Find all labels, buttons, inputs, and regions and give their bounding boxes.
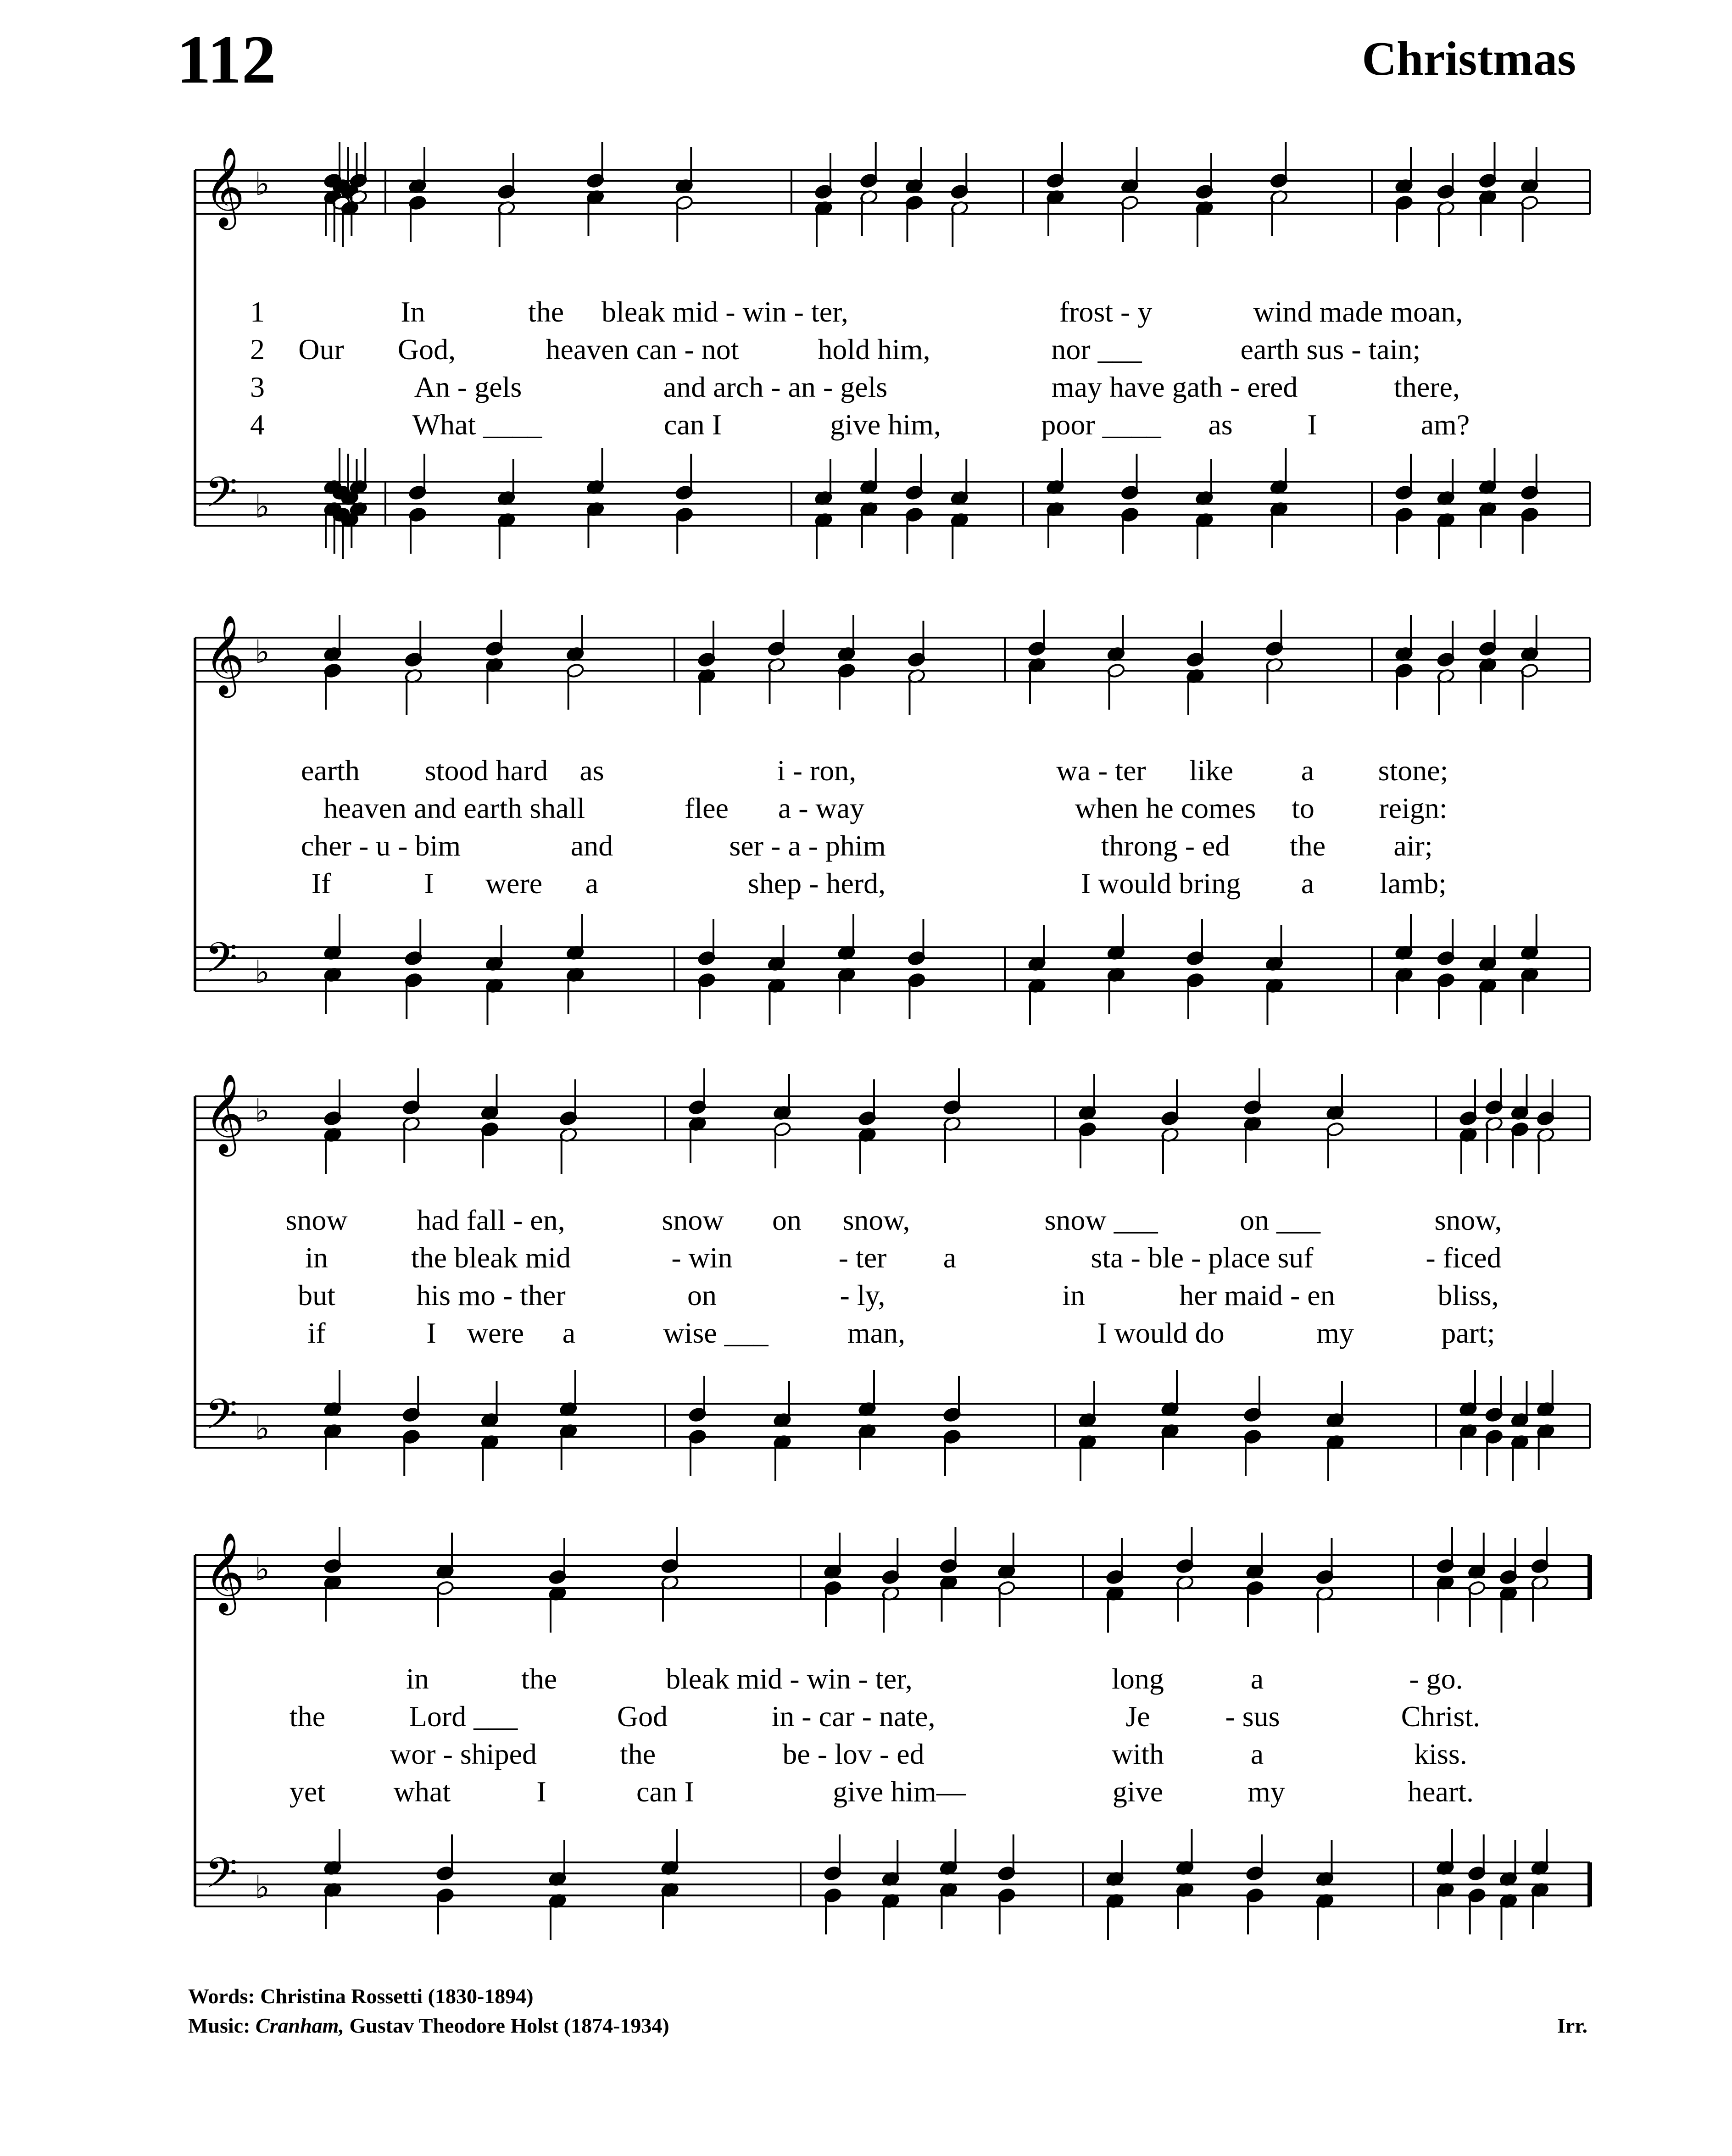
lyric-syllable: bleak mid - win - ter, xyxy=(666,1662,913,1695)
lyric-syllable: Lord ___ xyxy=(409,1700,518,1733)
bass-clef: 𝄢 xyxy=(205,934,238,992)
hymn-number: 112 xyxy=(177,22,276,98)
lyric-line xyxy=(0,1239,1732,1276)
lyric-syllable: long xyxy=(1112,1662,1164,1695)
lyric-syllable: the xyxy=(619,1738,656,1770)
lyric-line xyxy=(0,406,1732,443)
flat-sign: ♭ xyxy=(255,953,270,991)
lyric-syllable: am? xyxy=(1420,408,1470,441)
lyric-syllable: heaven can - not xyxy=(546,333,739,366)
lyric-syllable: may have gath - ered xyxy=(1051,371,1298,403)
lyric-syllable: - ficed xyxy=(1426,1241,1502,1274)
lyric-syllable: I would do xyxy=(1097,1317,1225,1349)
lyric-syllable: Christ. xyxy=(1401,1700,1481,1733)
lyric-line xyxy=(0,1315,1732,1351)
lyric-syllable: lamb; xyxy=(1380,867,1447,900)
lyric-syllable: were xyxy=(467,1317,524,1349)
verse-number: 1 xyxy=(250,295,265,328)
lyric-syllable: and xyxy=(570,829,613,862)
treble-clef: 𝄞 xyxy=(204,615,245,695)
lyric-line xyxy=(0,294,1732,330)
bass-clef: 𝄢 xyxy=(205,1390,238,1449)
lyric-syllable: can I xyxy=(636,1775,695,1808)
lyric-syllable: I xyxy=(424,867,434,900)
verse-number: 3 xyxy=(250,371,265,403)
lyric-syllable: my xyxy=(1316,1317,1354,1349)
lyric-syllable: What ____ xyxy=(412,408,542,441)
lyric-syllable: snow, xyxy=(842,1204,910,1236)
lyric-syllable: earth xyxy=(301,754,360,787)
treble-clef: 𝄞 xyxy=(204,1532,245,1612)
lyric-syllable: heaven and earth shall xyxy=(323,792,585,824)
lyric-line xyxy=(0,752,1732,789)
lyric-syllable: An - gels xyxy=(414,371,522,403)
lyric-syllable: a xyxy=(943,1241,957,1274)
lyric-syllable: wa - ter xyxy=(1056,754,1146,787)
lyric-syllable: on ___ xyxy=(1240,1204,1320,1236)
lyric-syllable: ser - a - phim xyxy=(729,829,886,862)
lyric-syllable: were xyxy=(485,867,543,900)
lyric-syllable: bleak mid - win - ter, xyxy=(601,295,848,328)
lyric-line xyxy=(0,331,1732,368)
lyric-syllable: poor ____ xyxy=(1041,408,1161,441)
flat-sign: ♭ xyxy=(255,488,270,525)
verse-number: 2 xyxy=(250,333,265,366)
lyric-syllable: God xyxy=(617,1700,668,1733)
verse-number: 4 xyxy=(250,408,265,441)
flat-sign: ♭ xyxy=(255,1410,270,1447)
lyric-syllable: Je xyxy=(1125,1700,1150,1733)
lyric-syllable: air; xyxy=(1393,829,1433,862)
lyric-syllable: my xyxy=(1247,1775,1285,1808)
lyric-syllable: shep - herd, xyxy=(747,867,886,900)
lyric-syllable: flee xyxy=(685,792,729,824)
lyric-syllable: i - ron, xyxy=(777,754,857,787)
lyric-syllable: Our xyxy=(298,333,344,366)
lyric-syllable: if xyxy=(307,1317,326,1349)
lyric-syllable: his mo - ther xyxy=(416,1279,566,1311)
lyric-syllable: - sus xyxy=(1225,1700,1280,1733)
lyric-syllable: wor - shiped xyxy=(390,1738,537,1770)
lyric-syllable: the xyxy=(1289,829,1326,862)
lyric-line xyxy=(0,865,1732,902)
lyric-syllable: with xyxy=(1112,1738,1164,1770)
lyric-syllable: in - car - nate, xyxy=(771,1700,936,1733)
lyric-line xyxy=(0,790,1732,827)
bass-clef: 𝄢 xyxy=(205,1849,238,1907)
lyric-syllable: had fall - en, xyxy=(417,1204,565,1236)
lyric-syllable: - ter xyxy=(838,1241,887,1274)
lyric-syllable: give him, xyxy=(830,408,941,441)
lyric-syllable: on xyxy=(772,1204,802,1236)
lyric-syllable: bliss, xyxy=(1437,1279,1499,1311)
lyric-syllable: a xyxy=(1250,1662,1264,1695)
lyric-syllable: a xyxy=(1301,754,1314,787)
lyric-syllable: a xyxy=(1301,867,1314,900)
lyric-syllable: heart. xyxy=(1408,1775,1474,1808)
lyric-syllable: snow, xyxy=(1434,1204,1502,1236)
lyric-syllable: cher - u - bim xyxy=(301,829,461,862)
lyric-syllable: snow xyxy=(285,1204,348,1236)
lyric-syllable: there, xyxy=(1394,371,1460,403)
lyric-syllable: be - lov - ed xyxy=(782,1738,924,1770)
lyric-syllable: but xyxy=(298,1279,335,1311)
lyric-syllable: man, xyxy=(847,1317,906,1349)
lyric-syllable: a xyxy=(562,1317,576,1349)
lyric-syllable: a - way xyxy=(778,792,865,824)
lyric-line xyxy=(0,1773,1732,1810)
lyric-line xyxy=(0,1661,1732,1697)
lyric-line xyxy=(0,1698,1732,1735)
lyric-syllable: and arch - an - gels xyxy=(663,371,888,403)
lyric-syllable: in xyxy=(406,1662,429,1695)
lyric-syllable: frost - y xyxy=(1059,295,1153,328)
flat-sign: ♭ xyxy=(255,633,270,671)
lyric-line xyxy=(0,1202,1732,1239)
lyric-syllable: earth sus - tain; xyxy=(1240,333,1421,366)
lyric-syllable: I would bring xyxy=(1080,867,1241,900)
lyric-syllable: kiss. xyxy=(1414,1738,1467,1770)
meter: Irr. xyxy=(1557,2014,1587,2037)
lyric-syllable: like xyxy=(1189,754,1233,787)
lyric-syllable: stood hard xyxy=(424,754,548,787)
lyric-syllable: God, xyxy=(397,333,456,366)
lyric-syllable: If xyxy=(311,867,331,900)
lyric-line xyxy=(0,828,1732,864)
lyric-syllable: what xyxy=(393,1775,451,1808)
lyric-line xyxy=(0,1277,1732,1314)
lyric-syllable: as xyxy=(579,754,604,787)
treble-clef: 𝄞 xyxy=(204,1073,245,1153)
lyric-syllable: snow xyxy=(662,1204,724,1236)
flat-sign: ♭ xyxy=(255,1092,270,1129)
lyric-syllable: can I xyxy=(663,408,722,441)
lyric-syllable: - go. xyxy=(1409,1662,1463,1695)
lyric-syllable: throng - ed xyxy=(1101,829,1230,862)
lyric-syllable: the xyxy=(289,1700,326,1733)
lyric-syllable: snow ___ xyxy=(1044,1204,1158,1236)
lyric-syllable: the xyxy=(521,1662,557,1695)
bass-clef: 𝄢 xyxy=(205,468,238,527)
lyric-syllable: in xyxy=(1062,1279,1085,1311)
lyric-syllable: as xyxy=(1208,408,1233,441)
lyric-line xyxy=(0,1736,1732,1773)
lyric-syllable: yet xyxy=(289,1775,326,1808)
lyric-syllable: hold him, xyxy=(818,333,930,366)
lyric-syllable: stone; xyxy=(1378,754,1448,787)
lyric-syllable: a xyxy=(1250,1738,1264,1770)
flat-sign: ♭ xyxy=(255,1868,270,1906)
lyric-syllable: nor ___ xyxy=(1051,333,1142,366)
lyric-syllable: - ly, xyxy=(840,1279,885,1311)
lyric-syllable: on xyxy=(687,1279,717,1311)
lyric-line xyxy=(0,369,1732,406)
lyric-syllable: I xyxy=(1307,408,1317,441)
lyric-syllable: her maid - en xyxy=(1179,1279,1335,1311)
lyric-syllable: - win xyxy=(671,1241,733,1274)
lyric-syllable: give xyxy=(1112,1775,1164,1808)
words-credit: Words: Christina Rossetti (1830-1894) xyxy=(188,1984,534,2008)
section-title: Christmas xyxy=(1362,32,1576,85)
flat-sign: ♭ xyxy=(255,1550,270,1588)
lyric-syllable: part; xyxy=(1441,1317,1495,1349)
lyric-syllable: reign: xyxy=(1379,792,1448,824)
lyric-syllable: the bleak mid xyxy=(411,1241,571,1274)
credits xyxy=(188,1982,669,2040)
lyric-syllable: when he comes xyxy=(1075,792,1256,824)
lyric-syllable: In xyxy=(401,295,425,328)
lyric-syllable: a xyxy=(585,867,599,900)
lyric-syllable: give him— xyxy=(833,1775,966,1808)
music-credit: Music: Cranham, Gustav Theodore Holst (1874-1934) xyxy=(188,2014,669,2037)
treble-clef: 𝄞 xyxy=(204,147,245,227)
lyric-syllable: I xyxy=(536,1775,546,1808)
lyric-syllable: I xyxy=(426,1317,436,1349)
lyric-syllable: wind made moan, xyxy=(1253,295,1463,328)
lyric-syllable: the xyxy=(528,295,564,328)
lyric-syllable: in xyxy=(305,1241,328,1274)
lyric-syllable: sta - ble - place suf xyxy=(1091,1241,1314,1274)
lyric-syllable: to xyxy=(1292,792,1314,824)
flat-sign: ♭ xyxy=(255,165,270,203)
lyric-syllable: wise ___ xyxy=(663,1317,769,1349)
